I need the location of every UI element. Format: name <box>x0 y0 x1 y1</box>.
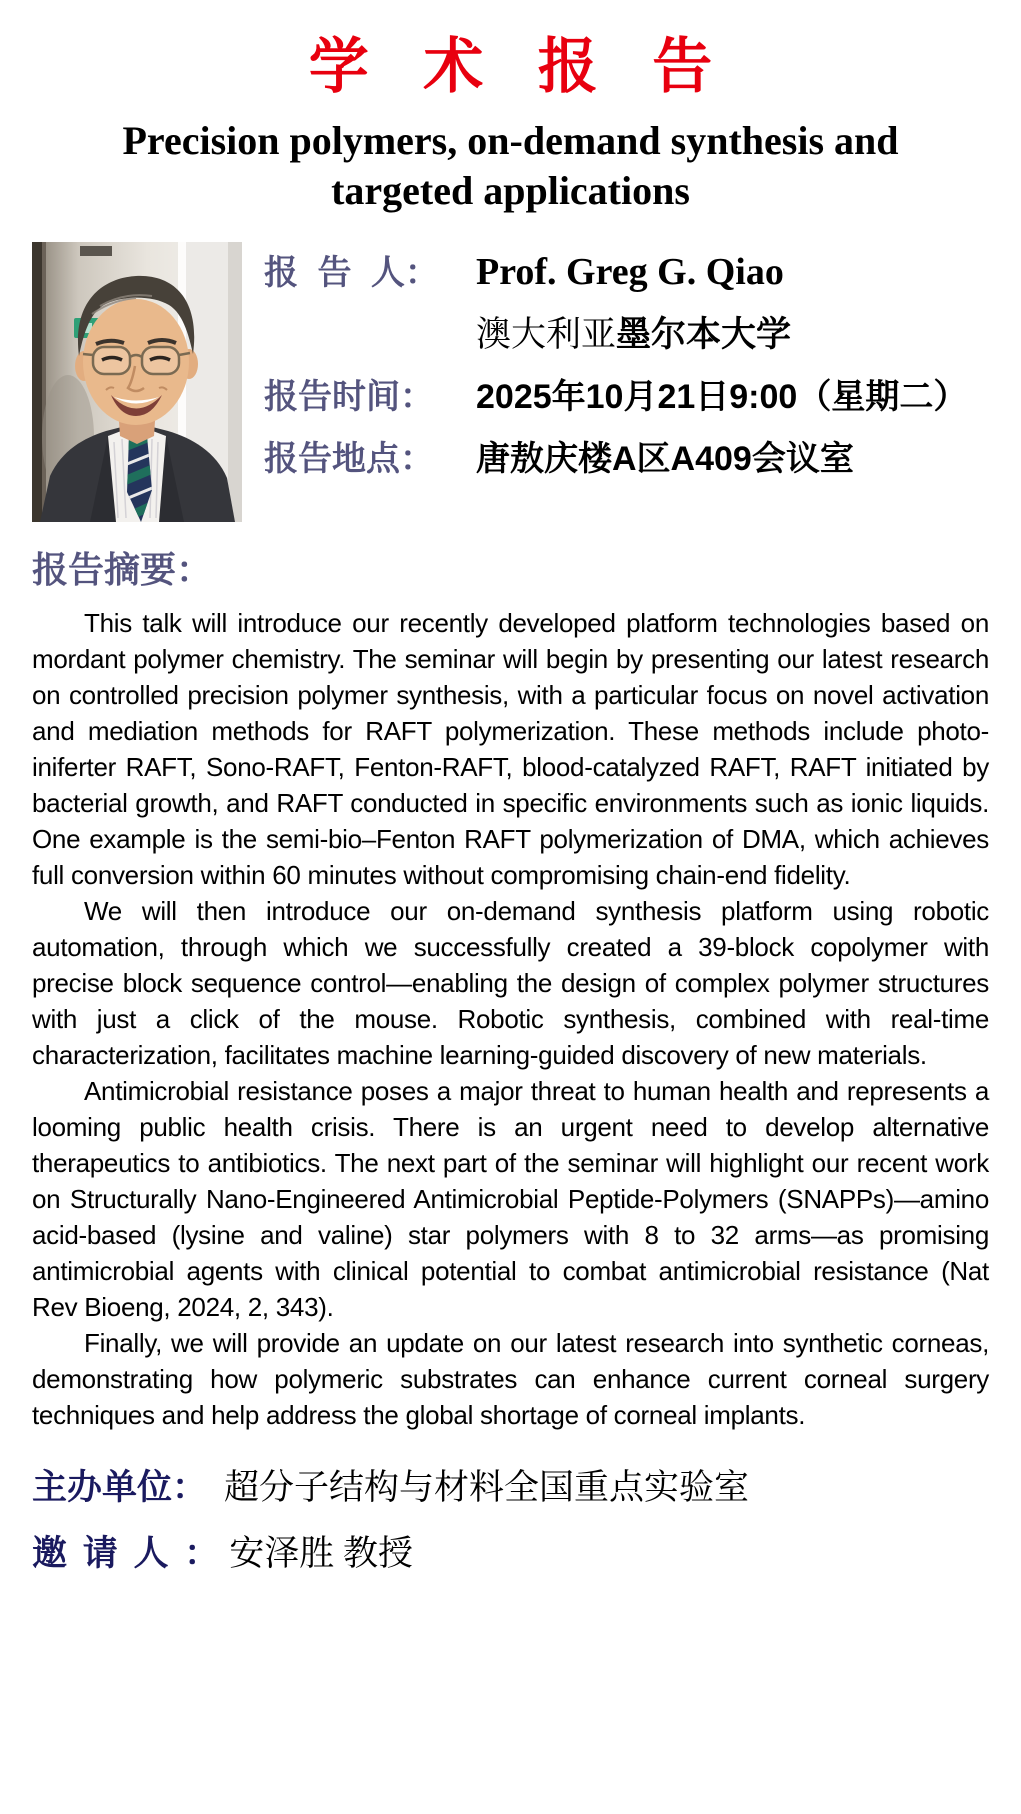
venue-value: 唐敖庆楼A区A409会议室 <box>476 440 854 478</box>
affiliation-country: 澳大利亚 <box>476 315 617 354</box>
inviter-label: 邀 请 人 ： <box>32 1534 220 1574</box>
time-label: 报告时间： <box>264 378 434 416</box>
host-row <box>32 1463 989 1513</box>
venue-label: 报告地点： <box>264 440 434 478</box>
abstract-section <box>32 548 989 1433</box>
poster-title-cn: 学 术 报 告 <box>308 32 730 102</box>
inviter-value: 安泽胜 教授 <box>229 1534 413 1574</box>
affiliation-row <box>264 311 989 359</box>
inviter-row <box>32 1529 989 1579</box>
poster-title-en <box>32 116 989 216</box>
abstract-paragraph-2: We will then introduce our on-demand synthesis platform using robotic automation, through which we successfully created a 39-block copolymer with precise block sequence control—enabling the design of complex polymer structures with just a click of the mouse. Robotic synthesis, combined with real-time characterization, facilitates machine learning-guided discovery of new materials. <box>32 896 989 1071</box>
speaker-name: Prof. Greg G. Qiao <box>476 251 784 293</box>
poster-title-en-line1: Precision polymers, on-demand synthesis and <box>122 118 899 163</box>
venue-row <box>264 435 989 483</box>
host-label: 主办单位： <box>32 1468 208 1508</box>
abstract-paragraph-3: Antimicrobial resistance poses a major threat to human health and represents a looming public health crisis. There is an urgent need to develop alternative therapeutics to antibiotics. The next part of the seminar will highlight our recent work on Structurally Nano-Engineered Antimicrobial Peptide-Polymers (SNAPPs)—amino acid-based (lysine and valine) star polymers with 8 to 32 arms—as promising antimicrobial agents with clinical potential to combat antimicrobial resistance (Nat Rev Bioeng, 2024, 2, 343). <box>32 1076 989 1323</box>
abstract-paragraph-4: Finally, we will provide an update on our latest research into synthetic corneas, demonstrating how polymeric substrates can enhance current corneal surgery techniques and help address the global shortage of corneal implants. <box>32 1328 989 1431</box>
abstract-heading: 报告摘要： <box>32 549 213 590</box>
speaker-row <box>264 248 989 297</box>
poster-title-en-line2: targeted applications <box>331 168 690 213</box>
host-value: 超分子结构与材料全国重点实验室 <box>224 1468 750 1508</box>
speaker-photo <box>32 242 242 522</box>
speaker-portrait-illustration <box>32 242 242 522</box>
speaker-details <box>242 242 989 497</box>
speaker-info-section <box>32 242 989 522</box>
time-row <box>264 373 989 421</box>
affiliation-university: 墨尔本大学 <box>616 315 792 354</box>
speaker-label: 报 告 人： <box>264 254 439 292</box>
abstract-paragraph-1: This talk will introduce our recently developed platform technologies based on mordant polymer chemistry. The seminar will begin by presenting our latest research on controlled precision polymer synthesis, with a particular focus on novel activation and mediation methods for RAFT polymerization. These methods include photo-iniferter RAFT, Sono-RAFT, Fenton-RAFT, blood-catalyzed RAFT, RAFT initiated by bacterial growth, and RAFT conducted in specific environments such as ionic liquids. One example is the semi-bio–Fenton RAFT polymerization of DMA, which achieves full conversion within 60 minutes without compromising chain-end fidelity. <box>32 608 989 891</box>
time-value: 2025年10月21日9:00（星期二） <box>476 378 968 416</box>
footer-section <box>32 1463 989 1579</box>
